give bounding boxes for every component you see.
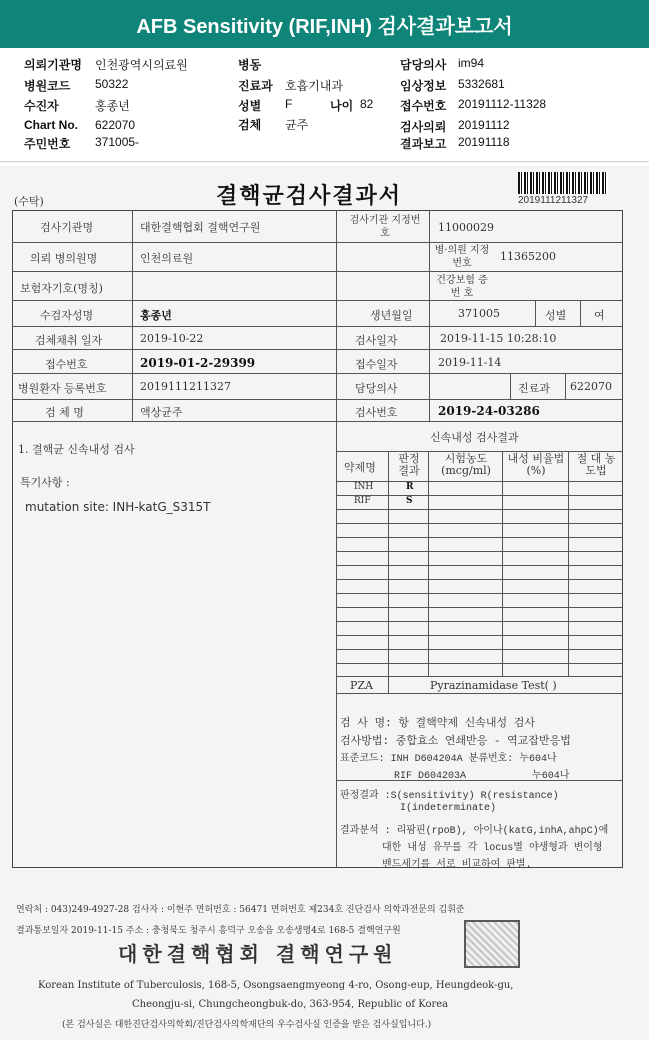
info-value: 홍종년 xyxy=(95,99,130,113)
section-title: 1. 결핵균 신속내성 검사 xyxy=(18,443,135,456)
info-value: 371005- xyxy=(95,135,140,149)
analysis-line: 밴드세기를 서로 비교하여 판별. xyxy=(340,860,532,871)
lab-value: 대한결핵협회 결핵연구원 xyxy=(140,221,261,234)
info-label: 병동 xyxy=(238,58,262,72)
doctor-label: 담당의사 xyxy=(355,382,398,395)
info-label: 의뢰기관명 xyxy=(24,58,82,72)
col-concentration: 시험농도 (mcg/ml) xyxy=(441,452,491,477)
info-value: 50322 xyxy=(95,77,129,91)
accession-value: 2019-01-2-29399 xyxy=(140,356,256,370)
method-line: 검 사 명: 항 결핵약제 신속내성 검사 xyxy=(340,718,535,730)
report-title: AFB Sensitivity (RIF,INH) 검사결과보고서 xyxy=(0,0,649,48)
drug-result: S xyxy=(406,496,413,506)
verdict-line: I(indeterminate) xyxy=(340,803,497,814)
info-value: 호흡기내과 xyxy=(285,79,343,93)
scanned-report xyxy=(0,166,649,1040)
info-label: 검체 xyxy=(238,118,262,132)
verdict-line: 판정결과 :S(sensitivity) R(resistance) xyxy=(340,791,559,802)
collection-value: 2019-10-22 xyxy=(140,332,204,345)
sex-label: 성별 xyxy=(545,309,567,322)
info-label: 나이 xyxy=(330,99,354,113)
info-value: im94 xyxy=(458,56,485,70)
accession-date-value: 2019-11-14 xyxy=(438,356,502,369)
method-line: 표준코드: INH D604204A 분류번호: 누604나 xyxy=(340,754,557,765)
accession-date-label: 접수일자 xyxy=(355,358,398,371)
result-table xyxy=(336,451,623,676)
receive-tag: (수탁) xyxy=(14,195,44,208)
patient-label: 수검자성명 xyxy=(40,309,94,322)
hospital-no-label: 병·의원 지정번호 xyxy=(434,245,490,269)
info-value: 5332681 xyxy=(458,77,505,91)
info-value: 82 xyxy=(360,97,374,111)
patient-info-panel xyxy=(0,48,649,162)
barcode-icon xyxy=(518,172,608,194)
method-line: RIF D604203A 누604나 xyxy=(340,771,570,782)
info-value: 인천광역시의료원 xyxy=(95,58,188,72)
info-label: 검사의뢰 xyxy=(400,120,447,134)
info-label: 수진자 xyxy=(24,99,59,113)
footer-date: 결과통보일자 2019-11-15 주소 : 충청북도 청주시 흥덕구 오송읍 오송생명4로 168-5 결핵연구원 xyxy=(16,926,401,936)
info-label: 주민번호 xyxy=(24,137,71,151)
specimen-value: 액상균주 xyxy=(140,406,183,419)
mutation-text: mutation site: INH-katG_S315T xyxy=(25,500,211,514)
patient-value: 홍종년 xyxy=(140,309,172,322)
pza-test: Pyrazinamidase Test( ) xyxy=(430,679,557,692)
sex-value: 여 xyxy=(594,309,605,322)
registration-value: 2019111211327 xyxy=(140,380,231,393)
info-value: 20191112-11328 xyxy=(458,97,547,111)
doc-title: 결핵균검사결과서 xyxy=(216,183,403,209)
lab-no-value: 11000029 xyxy=(438,221,494,234)
test-date-value: 2019-11-15 10:28:10 xyxy=(440,332,557,345)
col-absolute: 절 대 농도법 xyxy=(576,452,616,477)
drug-name: INH xyxy=(354,482,374,492)
info-label: 임상정보 xyxy=(400,79,447,93)
insurance-no-label: 건강보험 증 번 호 xyxy=(436,275,488,299)
department-value: 622070 xyxy=(570,380,612,393)
barcode-number: 2019111211327 xyxy=(518,195,589,206)
organization-name: 대한결핵협회 결핵연구원 xyxy=(118,942,398,966)
info-value: F xyxy=(285,97,293,111)
certification-note: (본 검사실은 대한진단검사의학회/진단검사의학재단의 우수검사실 인증을 받은 검사실입니다.) xyxy=(62,1020,432,1030)
address-line: Korean Institute of Tuberculosis, 168-5, Osongsaengmyeong 4-ro, Osong-eup, Heungdeok-gu, xyxy=(38,980,514,991)
drug-name: RIF xyxy=(354,496,371,506)
method-line: 검사방법: 중합효소 연쇄반응 - 역교잡반응법 xyxy=(340,736,571,748)
col-result: 판정 결과 xyxy=(398,452,420,477)
info-label: Chart No. xyxy=(24,118,78,132)
test-no-value: 2019-24-03286 xyxy=(438,404,540,418)
official-seal-icon xyxy=(464,920,520,968)
dob-value: 371005 xyxy=(458,307,500,320)
test-date-label: 검사일자 xyxy=(355,334,398,347)
remark-label: 특기사항 : xyxy=(20,476,70,489)
collection-label: 검체채취 일자 xyxy=(35,334,103,347)
test-no-label: 검사번호 xyxy=(355,406,398,419)
hospital-no-value: 11365200 xyxy=(500,250,556,263)
info-label: 병원코드 xyxy=(24,79,71,93)
hospital-label: 의뢰 병의원명 xyxy=(30,252,98,265)
info-label: 성별 xyxy=(238,99,262,113)
insurer-label: 보험자기호(명칭) xyxy=(20,282,103,295)
info-value: 20191118 xyxy=(458,135,510,149)
info-value: 622070 xyxy=(95,118,136,132)
col-drug: 약제명 xyxy=(344,461,376,474)
accession-label: 접수번호 xyxy=(45,358,88,371)
dob-label: 생년월일 xyxy=(370,309,413,322)
department-label: 진료과 xyxy=(518,382,550,395)
specimen-label: 검 체 명 xyxy=(45,406,84,419)
info-label: 접수번호 xyxy=(400,99,447,113)
info-label: 결과보고 xyxy=(400,137,447,151)
analysis-line: 결과분석 : 리팜핀(rpoB), 아이나(katG,inhA,ahpC)에 xyxy=(340,826,609,837)
result-title: 신속내성 검사결과 xyxy=(430,431,519,444)
lab-label: 검사기관명 xyxy=(40,221,94,234)
hospital-value: 인천의료원 xyxy=(140,252,194,265)
pza-label: PZA xyxy=(350,679,373,692)
footer-contact: 연락처 : 043)249-4927-28 검사자 : 이현주 면허번호 : 56471 면허번호 제234호 진단검사 의학과전문의 김휘준 xyxy=(16,905,465,915)
drug-result: R xyxy=(406,482,414,492)
analysis-line: 대한 내성 유무를 각 locus별 야생형과 변이형 xyxy=(340,843,603,854)
info-value: 20191112 xyxy=(458,118,510,132)
registration-label: 병원환자 등록번호 xyxy=(18,382,107,395)
col-proportion: 내성 비율법(%) xyxy=(507,452,565,477)
info-label: 담당의사 xyxy=(400,58,447,72)
address-line: Cheongju-si, Chungcheongbuk-do, 363-954, Republic of Korea xyxy=(132,999,449,1010)
lab-no-label: 검사기관 지정번호 xyxy=(349,215,421,239)
info-label: 진료과 xyxy=(238,79,273,93)
info-value: 균주 xyxy=(285,118,309,132)
